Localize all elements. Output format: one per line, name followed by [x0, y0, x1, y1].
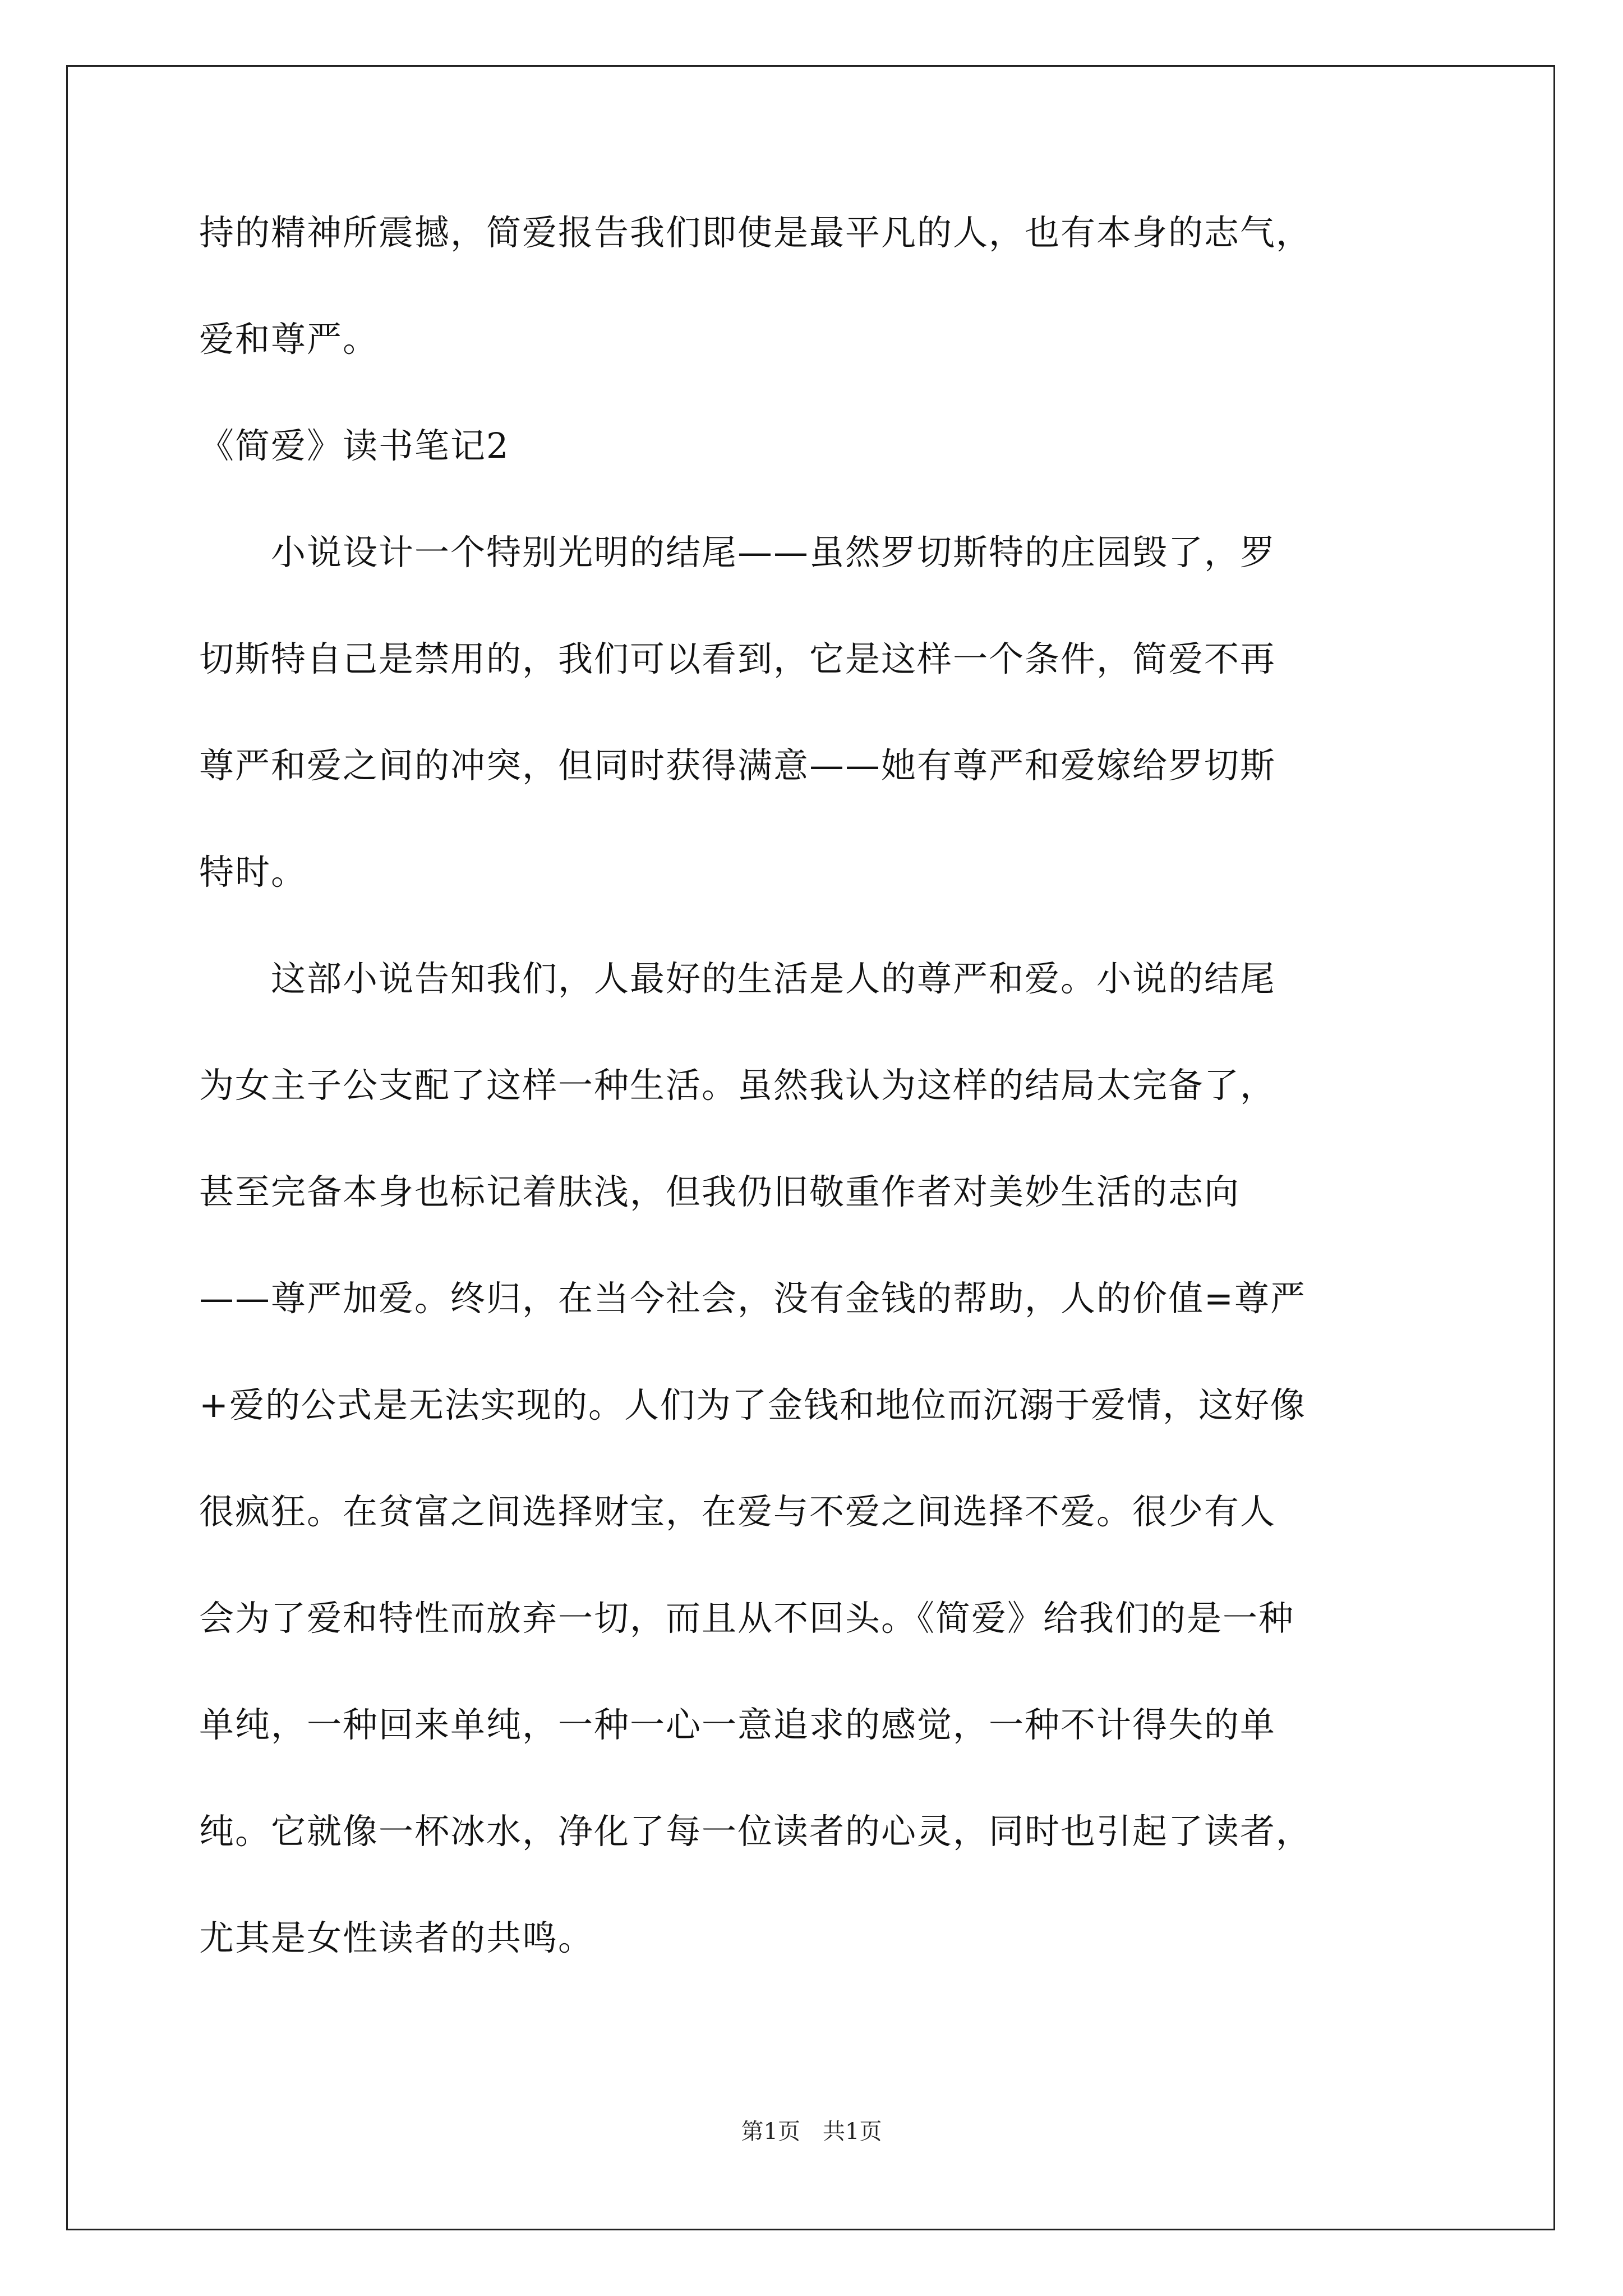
text-line: 尤其是女性读者的共鸣。: [199, 1917, 594, 1958]
text-line: 这部小说告知我们，人最好的生活是人的尊严和爱。小说的结尾: [199, 958, 1276, 999]
text-line: ——尊严加爱。终归，在当今社会，没有金钱的帮助，人的价值=尊严: [199, 1278, 1306, 1319]
text-line: 甚至完备本身也标记着肤浅，但我仍旧敬重作者对美妙生活的志向: [199, 1171, 1241, 1212]
page-footer: 第1页 共1页: [741, 2119, 882, 2145]
text-line: 纯。它就像一杯冰水，净化了每一位读者的心灵，同时也引起了读者，: [199, 1811, 1312, 1852]
section-heading: 《简爱》读书笔记2: [199, 425, 510, 466]
text-line: +爱的公式是无法实现的。人们为了金钱和地位而沉溺于爱情，这好像: [199, 1384, 1306, 1425]
page-border: [66, 65, 1555, 2230]
text-line: 很疯狂。在贫富之间选择财宝，在爱与不爱之间选择不爱。很少有人: [199, 1491, 1276, 1532]
text-line: 尊严和爱之间的冲突，但同时获得满意——她有尊严和爱嫁给罗切斯: [199, 745, 1276, 786]
text-line: 单纯，一种回来单纯，一种一心一意追求的感觉，一种不计得失的单: [199, 1704, 1276, 1745]
text-line: 切斯特自己是禁用的，我们可以看到，它是这样一个条件，简爱不再: [199, 638, 1276, 679]
text-line: 持的精神所震撼，简爱报告我们即使是最平凡的人，也有本身的志气，: [199, 212, 1312, 253]
text-line: 特时。: [199, 852, 307, 892]
text-line: 爱和尊严。: [199, 319, 379, 360]
text-line: 小说设计一个特别光明的结尾——虽然罗切斯特的庄园毁了，罗: [199, 532, 1276, 573]
text-line: 会为了爱和特性而放弃一切，而且从不回头。《简爱》给我们的是一种: [199, 1598, 1295, 1639]
text-line: 为女主子公支配了这样一种生活。虽然我认为这样的结局太完备了，: [199, 1065, 1276, 1106]
